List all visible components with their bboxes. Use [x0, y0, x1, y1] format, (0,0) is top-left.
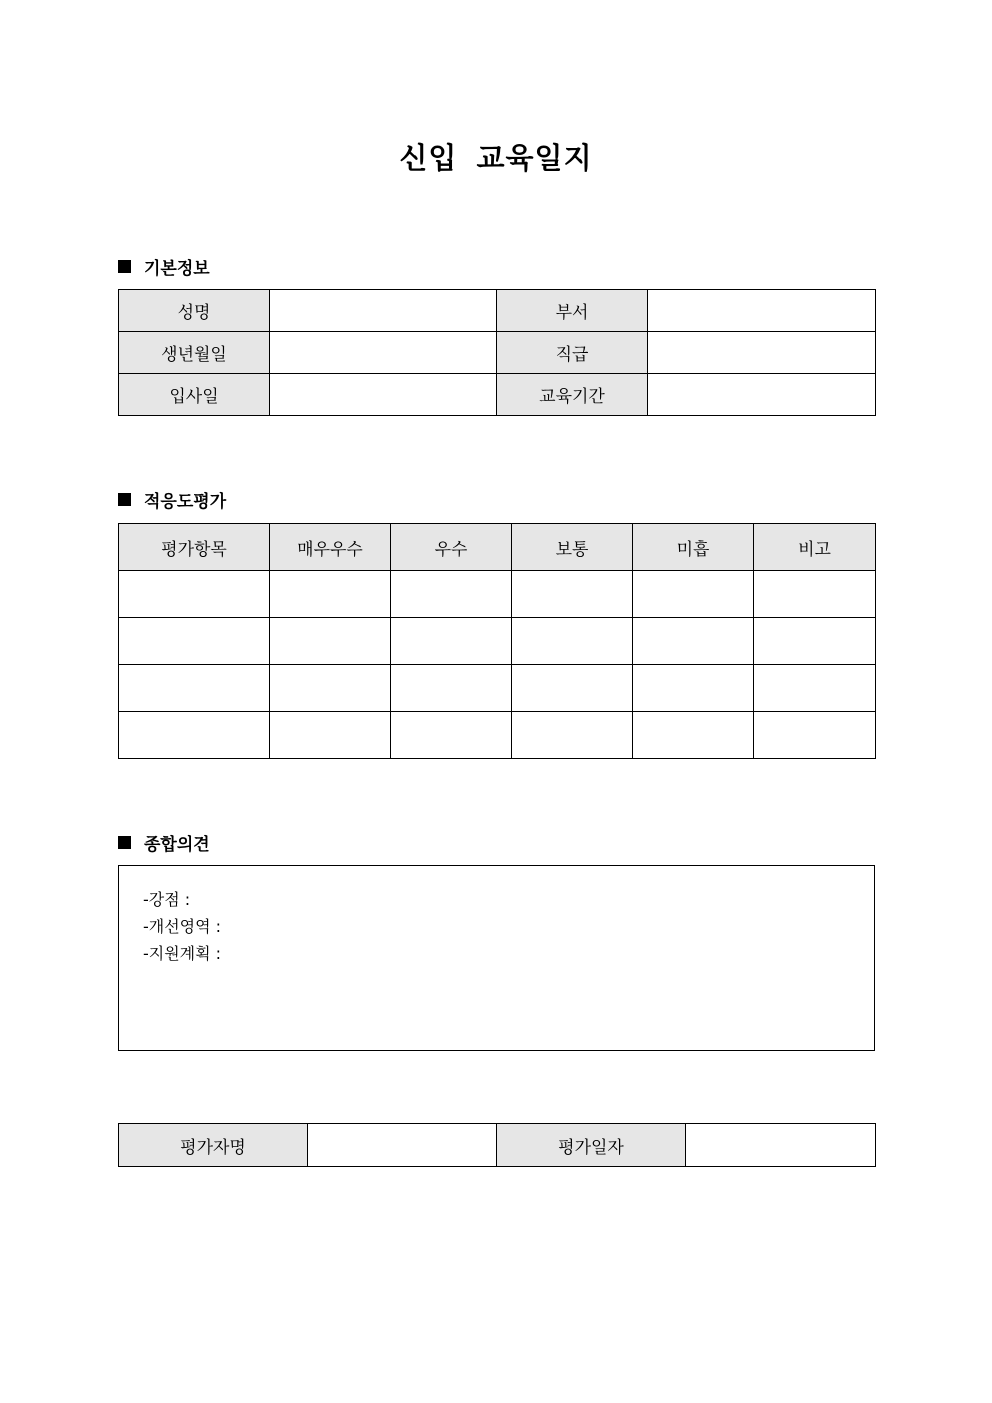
table-cell[interactable]	[633, 712, 754, 759]
table-cell[interactable]	[270, 712, 391, 759]
table-row	[119, 665, 876, 712]
basic-info-heading	[118, 254, 210, 279]
basic-info-table	[118, 289, 876, 416]
table-cell[interactable]	[512, 665, 633, 712]
table-cell[interactable]	[391, 665, 512, 712]
improvement-line: -개선영역 :	[143, 917, 222, 936]
document-title: 신입 교육일지	[399, 141, 593, 175]
column-header-remarks: 비고	[754, 524, 876, 571]
table-cell[interactable]	[512, 571, 633, 618]
table-cell[interactable]	[391, 712, 512, 759]
table-cell[interactable]	[754, 571, 876, 618]
table-cell[interactable]	[633, 571, 754, 618]
adaptation-heading	[118, 487, 226, 512]
basic-info-heading-text: 기본정보	[144, 259, 210, 279]
table-cell[interactable]	[119, 712, 270, 759]
birthdate-field[interactable]	[270, 332, 497, 374]
table-cell[interactable]	[512, 618, 633, 665]
table-cell[interactable]	[270, 618, 391, 665]
column-header-average: 보통	[512, 524, 633, 571]
training-period-label: 교육기간	[497, 374, 648, 416]
table-row	[119, 618, 876, 665]
position-field[interactable]	[648, 332, 876, 374]
column-header-excellent: 매우우수	[270, 524, 391, 571]
birthdate-label: 생년월일	[119, 332, 270, 374]
table-row	[119, 571, 876, 618]
table-cell[interactable]	[391, 618, 512, 665]
square-bullet-icon	[118, 260, 131, 273]
opinion-heading-text: 종합의견	[144, 835, 210, 855]
table-cell[interactable]	[270, 665, 391, 712]
name-field[interactable]	[270, 290, 497, 332]
table-row	[119, 712, 876, 759]
column-header-good: 우수	[391, 524, 512, 571]
table-cell[interactable]	[270, 571, 391, 618]
adaptation-heading-text: 적응도평가	[144, 492, 227, 512]
evaluation-date-field[interactable]	[686, 1124, 876, 1167]
strengths-line: -강점 :	[143, 890, 191, 909]
column-header-poor: 미흡	[633, 524, 754, 571]
evaluator-name-field[interactable]	[308, 1124, 497, 1167]
adaptation-table	[118, 523, 876, 759]
evaluator-name-label: 평가자명	[119, 1124, 308, 1167]
name-label: 성명	[119, 290, 270, 332]
hire-date-label: 입사일	[119, 374, 270, 416]
square-bullet-icon	[118, 836, 131, 849]
table-cell[interactable]	[754, 618, 876, 665]
support-plan-line: -지원계획 :	[143, 944, 222, 963]
position-label: 직급	[497, 332, 648, 374]
table-row	[119, 1124, 876, 1167]
column-header-item: 평가항목	[119, 524, 270, 571]
table-cell[interactable]	[754, 712, 876, 759]
table-cell[interactable]	[512, 712, 633, 759]
table-cell[interactable]	[633, 665, 754, 712]
table-cell[interactable]	[119, 618, 270, 665]
department-label: 부서	[497, 290, 648, 332]
table-cell[interactable]	[119, 665, 270, 712]
table-cell[interactable]	[633, 618, 754, 665]
opinion-heading	[118, 830, 210, 855]
department-field[interactable]	[648, 290, 876, 332]
table-row	[119, 332, 876, 374]
signature-table	[118, 1123, 876, 1167]
table-header-row	[119, 524, 876, 571]
square-bullet-icon	[118, 493, 131, 506]
hire-date-field[interactable]	[270, 374, 497, 416]
table-cell[interactable]	[754, 665, 876, 712]
table-cell[interactable]	[119, 571, 270, 618]
opinion-box[interactable]	[118, 865, 875, 1051]
table-cell[interactable]	[391, 571, 512, 618]
evaluation-date-label: 평가일자	[497, 1124, 686, 1167]
table-row	[119, 374, 876, 416]
training-period-field[interactable]	[648, 374, 876, 416]
table-row	[119, 290, 876, 332]
